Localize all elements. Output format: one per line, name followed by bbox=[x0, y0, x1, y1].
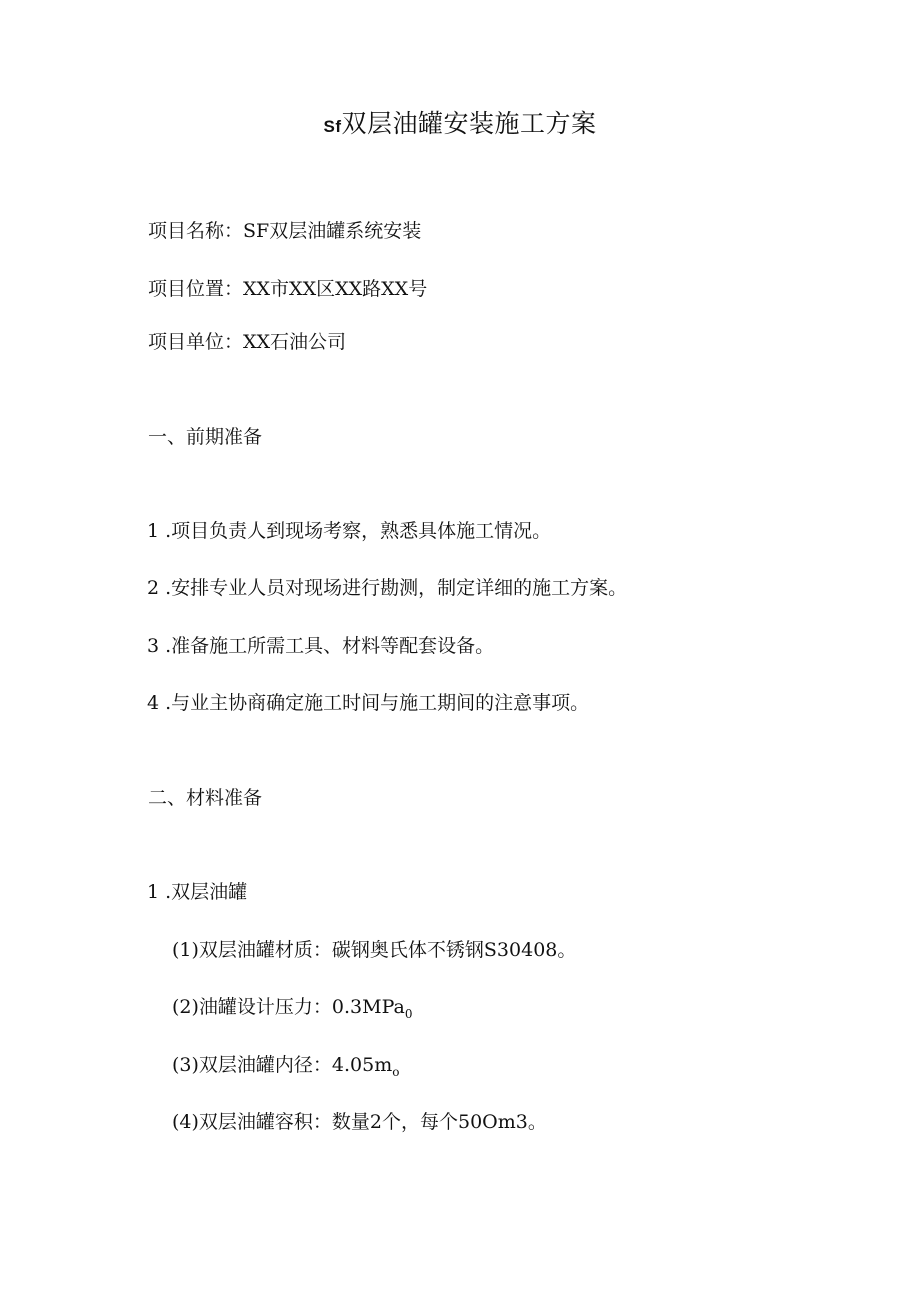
detail-text: (3)双层油罐内径：4.05m bbox=[172, 1054, 393, 1076]
detail-text: (4)双层油罐容积：数量2个，每个50Om3。 bbox=[172, 1111, 547, 1133]
title-prefix: Sf bbox=[323, 117, 342, 136]
detail-line bbox=[172, 1050, 399, 1079]
section1-heading: 一、前期准备 bbox=[148, 426, 263, 448]
detail-suffix: 0 bbox=[404, 1007, 413, 1021]
project-name: 项目名称：SF双层油罐系统安装 bbox=[148, 220, 422, 242]
detail-suffix: o bbox=[392, 1065, 400, 1079]
detail-line bbox=[172, 1107, 547, 1134]
section2-subheading: 1 .双层油罐 bbox=[147, 881, 248, 903]
detail-text: (1)双层油罐材质：碳钢奥氏体不锈钢S30408。 bbox=[172, 939, 577, 961]
detail-line bbox=[172, 992, 412, 1021]
document-title bbox=[0, 104, 920, 140]
title-main: 双层油罐安装施工方案 bbox=[341, 109, 597, 138]
section1-item: 3 .准备施工所需工具、材料等配套设备。 bbox=[147, 635, 495, 657]
section1-item: 4 .与业主协商确定施工时间与施工期间的注意事项。 bbox=[147, 692, 590, 714]
detail-text: (2)油罐设计压力：0.3MPa bbox=[172, 996, 405, 1018]
section1-item: 1 .项目负责人到现场考察，熟悉具体施工情况。 bbox=[147, 520, 552, 542]
detail-line bbox=[172, 935, 576, 962]
project-location: 项目位置：XX市XX区XX路XX号 bbox=[148, 278, 428, 300]
section1-item: 2 .安排专业人员对现场进行勘测，制定详细的施工方案。 bbox=[147, 577, 628, 599]
section2-heading: 二、材料准备 bbox=[148, 787, 263, 809]
project-unit: 项目单位：XX石油公司 bbox=[148, 331, 347, 353]
